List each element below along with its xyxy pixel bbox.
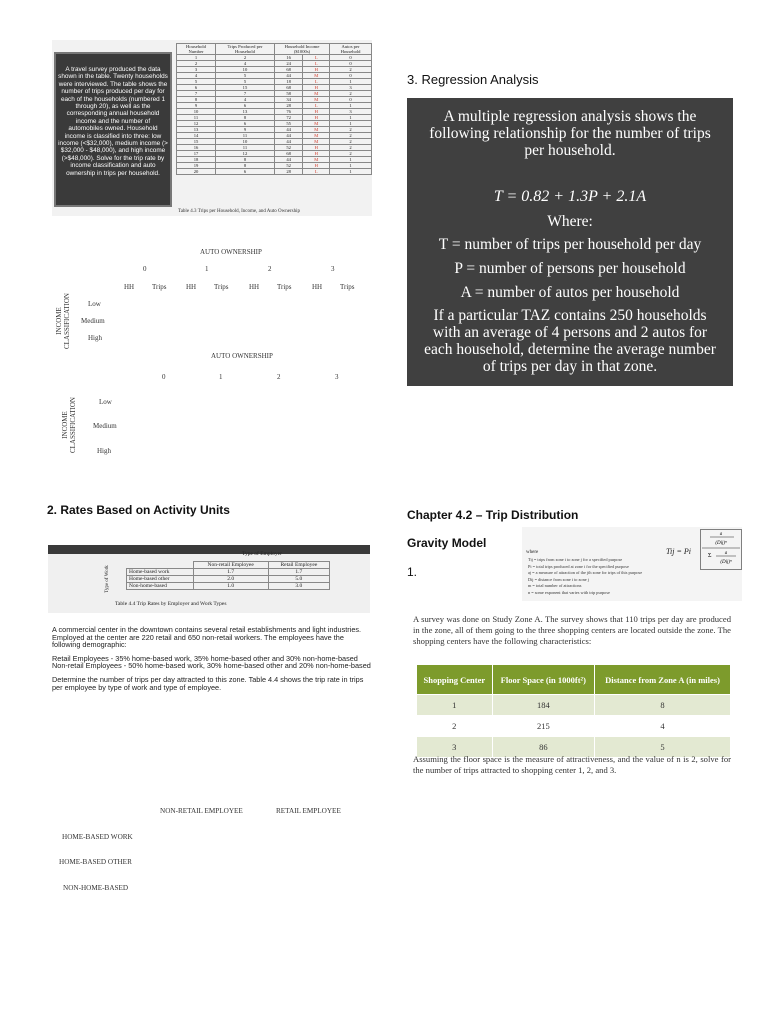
auto2-col-1: 1 — [219, 373, 223, 381]
sc-header-floor: Floor Space (in 1000ft²) — [492, 665, 594, 695]
table-row: Home-based other 2.0 5.0 — [127, 576, 330, 583]
bottom-col-nonretail: NON-RETAIL EMPLOYEE — [160, 807, 243, 815]
sc-header-distance: Distance from Zone A (in miles) — [595, 665, 731, 695]
auto1-row-high: High — [88, 334, 102, 342]
chapter-title: Chapter 4.2 – Trip Distribution — [407, 508, 579, 522]
table-row: 15 10 44 M 2 — [177, 139, 372, 145]
table-row: 12 6 55 M 1 — [177, 121, 372, 127]
svg-text:a: a — [724, 551, 728, 556]
gravity-def-2: aj = a measure of attraction of the jth zone for trips of this purpose — [528, 570, 643, 576]
rates-col-retail: Retail Employee — [268, 562, 329, 569]
table-row: 10 13 76 H 3 — [177, 109, 372, 115]
rates-title: 2. Rates Based on Activity Units — [47, 503, 230, 517]
sc-header-center: Shopping Center — [417, 665, 493, 695]
table-row: 5 5 18 L 1 — [177, 79, 372, 85]
rates-problem-text — [52, 626, 372, 697]
regression-equation: T = 0.82 + 1.3P + 2.1A — [493, 188, 647, 205]
auto1-col-0: 0 — [143, 265, 147, 273]
table-4-3-caption: Table 4.3 Trips per Household, Income, and Auto Ownership — [178, 209, 300, 214]
svg-text:(Dij)ⁿ: (Dij)ⁿ — [720, 560, 732, 565]
auto1-sub-7: Trips — [340, 283, 355, 291]
auto2-col-2: 2 — [277, 373, 281, 381]
gravity-problem-text: A survey was done on Study Zone A. The survey shows that 110 trips per day are produced in the zone, all of them going to the three shopping centers are located outside the zone. The shopping centers have the following characteristics: — [413, 614, 731, 646]
regression-problem-3: each household, determine the average number — [424, 341, 716, 358]
formula-aj: a — [719, 532, 723, 537]
regression-problem-1: If a particular TAZ contains 250 households — [433, 307, 707, 324]
table-row: 16 11 52 H 2 — [177, 145, 372, 151]
auto1-sub-5: Trips — [277, 283, 292, 291]
hh-header: Household Income ($1000s) — [274, 44, 329, 55]
gravity-formula-lhs: Tij = Pi — [666, 547, 691, 556]
regression-def-p: P = number of persons per household — [454, 260, 686, 277]
rates-col-nonretail: Non-retail Employee — [193, 562, 268, 569]
table-row: 7 7 58 M 2 — [177, 91, 372, 97]
table-row: 13 9 44 M 2 — [177, 127, 372, 133]
table-row: 2 215 4 — [417, 716, 731, 737]
regression-title: 3. Regression Analysis — [407, 72, 539, 87]
gravity-model-title: Gravity Model — [407, 536, 487, 550]
table-row: 6 15 68 H 3 — [177, 85, 372, 91]
gravity-def-5: n = some exponent that varies with trip purpose — [528, 589, 610, 595]
survey-text: A travel survey produced the data shown in the table. Twenty households were interviewed. The table shows the number of trips produced per day for each of the households (numbered 1 through 20), as well as the corresponding annual household income and the number of automobiles owned. Household income is classified into three: low income (<$32,000), medium income (> $32,000 - $48,000), and high income (>$48,000). Solve for the trip rate by income classification and auto ownership in trips per household. — [58, 66, 168, 177]
rates-p2a: Retail Employees - 35% home-based work, 35% home-based other and 30% non-home-based — [52, 653, 358, 663]
bottom-row-hbw: HOME-BASED WORK — [62, 833, 133, 841]
auto-ownership-title-2: AUTO OWNERSHIP — [211, 352, 273, 360]
auto2-row-low: Low — [99, 398, 112, 406]
auto2-row-high: High — [97, 447, 111, 455]
auto1-row-medium: Medium — [81, 317, 105, 325]
type-of-employer-label: Type of Employer — [242, 551, 282, 557]
auto2-side-label: INCOME CLASSIFICATION — [61, 397, 77, 454]
shopping-center-table — [416, 664, 731, 758]
table-row: 3 86 5 — [417, 737, 731, 758]
auto2-col-0: 0 — [162, 373, 166, 381]
table-row: 11 8 72 H 1 — [177, 115, 372, 121]
table-row: 4 5 44 M 0 — [177, 73, 372, 79]
gravity-def-1: Pi = total trips produced at zone i for the specified purpose — [528, 563, 629, 569]
hh-header: Trips Produced per Household — [216, 44, 275, 55]
formula-sigma: Σ — [708, 553, 712, 559]
hh-header: Household Number — [177, 44, 216, 55]
auto2-col-3: 3 — [335, 373, 339, 381]
table-row: 8 4 34 M 0 — [177, 97, 372, 103]
table-row: 1 2 16 L 0 — [177, 55, 372, 61]
table-row: 3 10 68 H 2 — [177, 67, 372, 73]
table-row: Home-based work 1.7 1.7 — [127, 569, 330, 576]
auto1-sub-3: Trips — [214, 283, 229, 291]
table-row: 14 11 44 M 2 — [177, 133, 372, 139]
gravity-formula-fraction — [700, 529, 742, 573]
table-row: 20 6 28 L 1 — [177, 169, 372, 175]
table-row: 9 6 28 L 1 — [177, 103, 372, 109]
gravity-where: where — [526, 550, 539, 555]
regression-intro-2: following relationship for the number of trips — [429, 125, 711, 142]
hh-header: Autos per Household — [330, 44, 372, 55]
table-row: Non-home-based 1.0 3.0 — [127, 583, 330, 590]
gravity-footer-text: Assuming the floor space is the measure of attractiveness, and the value of n is 2, solve for the number of trips attracted to shopping center 1, 2, and 3. — [413, 754, 731, 775]
gravity-defs — [528, 557, 642, 597]
regression-intro-1: A multiple regression analysis shows the — [443, 108, 697, 125]
auto2-row-medium: Medium — [93, 422, 117, 430]
type-of-work-label: Type of Work — [105, 565, 110, 593]
table-row: 1 184 8 — [417, 695, 731, 716]
formula-dij: (Dij)ⁿ — [715, 541, 727, 546]
table-row: 18 8 44 M 1 — [177, 157, 372, 163]
regression-intro-3: per household. — [524, 142, 616, 159]
regression-where: Where: — [547, 213, 593, 230]
gravity-def-4: m = total number of attractions — [528, 583, 582, 589]
regression-box — [407, 98, 733, 386]
auto1-side-label: INCOME CLASSIFICATION — [55, 293, 71, 350]
rates-p1: A commercial center in the downtown contains several retail establishments and light industries. Employed at the center are 220 retail and 650 non-retail workers. The employees have the following demographic: — [52, 625, 362, 650]
bottom-col-retail: RETAIL EMPLOYEE — [276, 807, 341, 815]
bottom-row-hbo: HOME-BASED OTHER — [59, 858, 132, 866]
rates-p3: Determine the number of trips per day attracted to this zone. Table 4.4 shows the trip rate in trips per employee by type of work and type of employee. — [52, 674, 364, 692]
table-row: 19 8 52 H 1 — [177, 163, 372, 169]
regression-def-a: A = number of autos per household — [460, 284, 680, 301]
auto-ownership-title-1: AUTO OWNERSHIP — [200, 248, 262, 256]
household-table — [176, 43, 372, 175]
auto1-col-2: 2 — [268, 265, 272, 273]
table-4-4-caption: Table 4.4 Trip Rates by Employer and Work Types — [115, 601, 227, 607]
regression-def-t: T = number of trips per household per day — [438, 236, 702, 253]
gravity-def-3: Dij = distance from zone i to zone j — [528, 576, 589, 582]
bottom-row-nhb: NON-HOME-BASED — [63, 884, 129, 892]
table-row: 2 4 24 L 0 — [177, 61, 372, 67]
auto1-col-3: 3 — [331, 265, 335, 273]
auto1-sub-2: HH — [186, 283, 197, 291]
auto1-sub-4: HH — [249, 283, 260, 291]
rates-table — [126, 561, 330, 590]
regression-problem-2: with an average of 4 persons and 2 autos for — [432, 324, 708, 341]
auto1-row-low: Low — [88, 300, 101, 308]
regression-problem-4: of trips per day in that zone. — [482, 358, 658, 375]
auto1-sub-1: Trips — [152, 283, 167, 291]
rates-p2b: Non-retail Employees - 50% home-based work, 30% home-based other and 20% non-home-based — [52, 661, 371, 671]
gravity-def-0: Tij = trips from zone i to zone j for a specified purpose — [528, 557, 623, 562]
auto1-sub-0: HH — [124, 283, 135, 291]
auto1-sub-6: HH — [312, 283, 323, 291]
table-row: 17 12 68 H 2 — [177, 151, 372, 157]
auto1-col-1: 1 — [205, 265, 209, 273]
rates-header-bar — [48, 545, 370, 554]
problem-number: 1. — [407, 565, 418, 579]
